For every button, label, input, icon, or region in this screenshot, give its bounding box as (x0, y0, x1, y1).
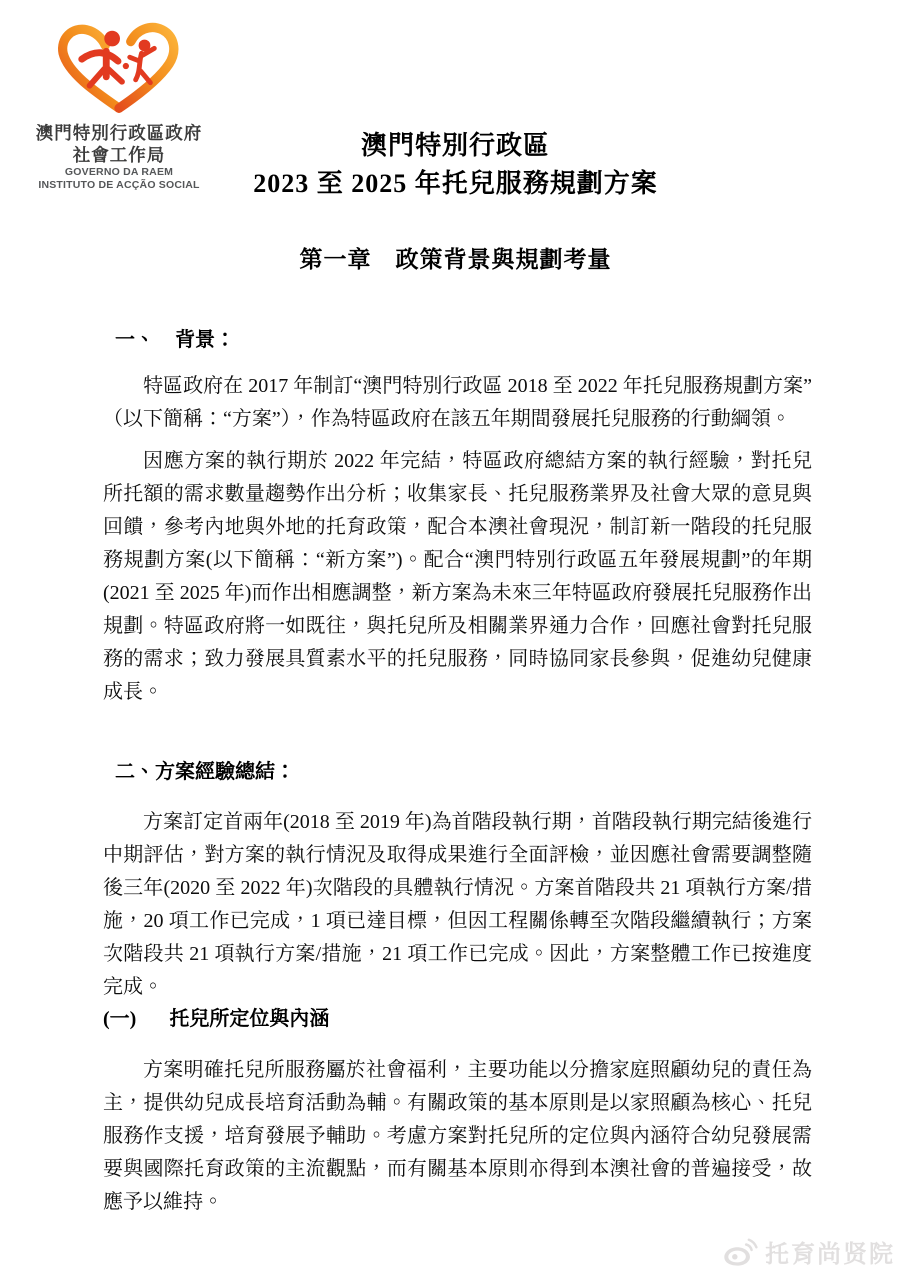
org-name-zh-line2: 社會工作局 (72, 145, 166, 165)
subsection1-label: (一) (103, 1008, 137, 1030)
subsection1-title: 托兒所定位與內涵 (169, 1008, 330, 1030)
org-name-pt-line1: GOVERNO DA RAEM (64, 166, 174, 178)
title-block (0, 127, 911, 275)
org-name-zh-line1: 澳門特別行政區政府 (35, 123, 203, 143)
section1-heading: 一、 背景： (115, 329, 235, 351)
subsection1-heading (103, 1006, 812, 1032)
doc-title-line2: 2023 至 2025 年托兒服務規劃方案 (253, 169, 658, 198)
org-name-pt-line2: INSTITUTO DE ACÇÃO SOCIAL (38, 179, 200, 191)
section2-heading: 二、方案經驗總結： (115, 761, 295, 783)
doc-title-line1: 澳門特別行政區 (360, 131, 550, 160)
document-body (103, 327, 812, 1219)
watermark-text: 托育尚贤院 (765, 1241, 895, 1268)
subsection1-paragraph-1: 方案明確托兒所服務屬於社會福利，主要功能以分擔家庭照顧幼兒的責任為主，提供幼兒成長培育活動為輔。有關政策的基本原則是以家照顧為核心、托兒服務作支援，培育發展予輔助。考慮方案對托兒所的定位與內涵符合幼兒發展需要與國際托育政策的主流觀點，而有關基本原則亦得到本澳社會的普遍接受，故應予以維持。 (103, 1059, 812, 1213)
section1-paragraph-1: 特區政府在 2017 年制訂“澳門特別行政區 2018 至 2022 年托兒服務規劃方案”（以下簡稱：“方案”），作為特區政府在該五年期間發展托兒服務的行動綱領。 (103, 375, 812, 430)
section1-paragraph-2: 因應方案的執行期於 2022 年完結，特區政府總結方案的執行經驗，對托兒所托額的需求數量趨勢作出分析；收集家長、托兒服務業界及社會大眾的意見與回饋，參考內地與外地的托育政策，配合本澳社會現況，制訂新一階段的托兒服務規劃方案(以下簡稱：“新方案”)。配合“澳門特別行政區五年發展規劃”的年期(2021 至 2025 年)而作出相應調整，新方案為未來三年特區政府發展托兒服務作出規劃。特區政府將一如既往，與托兒所及相關業界通力合作，回應社會對托兒服務的需求；致力發展具質素水平的托兒服務，同時協同家長參與，促進幼兒健康成長。 (103, 450, 812, 703)
weibo-icon (722, 1237, 758, 1267)
watermark (722, 1234, 895, 1269)
section2-paragraph-1: 方案訂定首兩年(2018 至 2019 年)為首階段執行期，首階段執行期完結後進行中期評估，對方案的執行情況及取得成果進行全面評檢，並因應社會需要調整隨後三年(2020 至 2022 年)次階段的具體執行情況。方案首階段共 21 項執行方案/措施，20 項工作已完成，1 項已達目標，但因工程關係轉至次階段繼續執行；方案次階段共 21 項執行方案/措施，21 項工作已完成。因此，方案整體工作已按進度完成。 (103, 811, 812, 998)
heart-logo-icon (49, 18, 189, 118)
chapter-title: 第一章 政策背景與規劃考量 (299, 247, 612, 272)
